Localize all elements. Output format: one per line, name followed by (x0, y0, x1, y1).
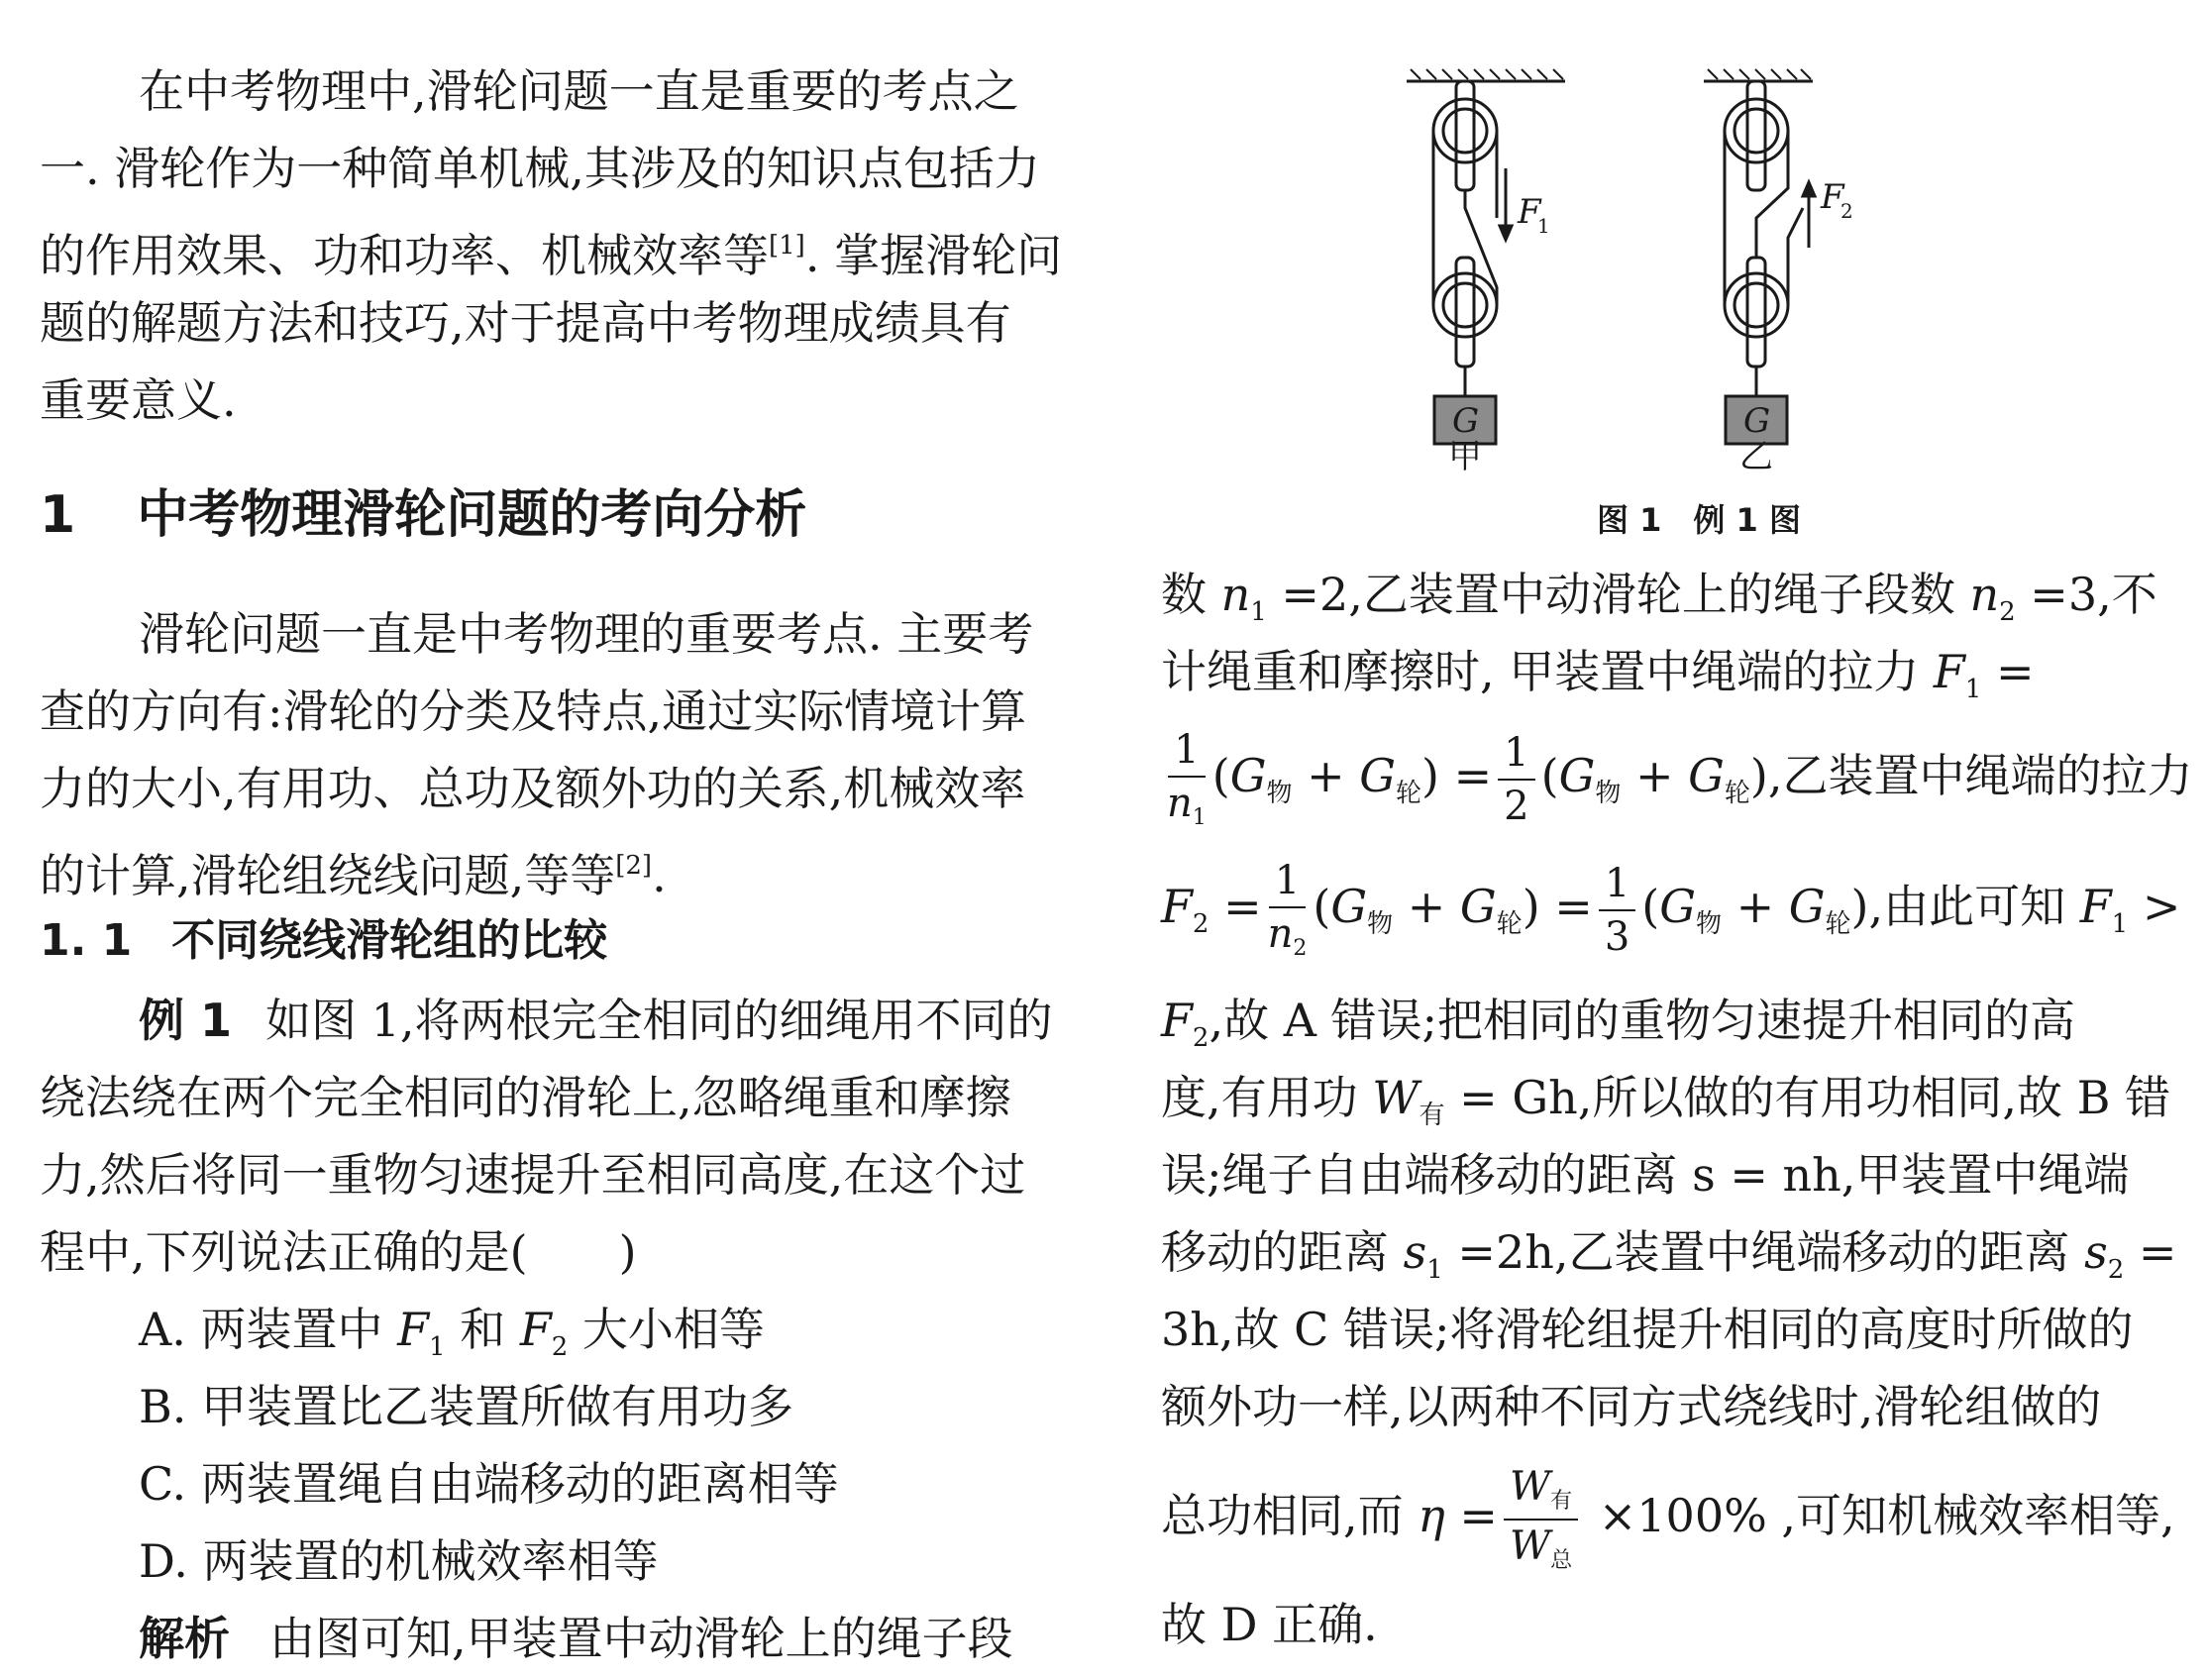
example-label: 例 1 (139, 994, 233, 1047)
right-line-4-formula: $F_2$ = $\frac{1}{n_2}$ $(G_物 + G_轮)$ = $\frac{1}{3}$ $(G_物 + G_轮)$,由此可知 $F_1$ > (1161, 858, 2181, 961)
option-a: A. 两装置中 $F_1$ 和 $F_2$ 大小相等 (139, 1303, 765, 1362)
section-number: 1 (40, 485, 76, 545)
right-line-10: 额外功一样,以两种不同方式绕线时,滑轮组做的 (1161, 1380, 2102, 1433)
fraction-1-over-2: $\frac{1}{2}$ (1498, 733, 1534, 826)
right-line-12: 故 D 正确. (1161, 1598, 1378, 1651)
subsection-title: 不同绕线滑轮组的比较 (171, 915, 608, 966)
section-title: 中考物理滑轮问题的考向分析 (137, 485, 807, 545)
right-line-5: $F_2$,故 A 错误;把相同的重物匀速提升相同的高 (1161, 994, 2076, 1053)
intro-line-4: 题的解题方法和技巧,对于提高中考物理成绩具有 (40, 296, 1011, 350)
right-line-9: 3h,故 C 错误;将滑轮组提升相同的高度时所做的 (1161, 1303, 2134, 1356)
f2-label: F (1821, 177, 1844, 217)
example-line-1: 例 1 如图 1,将两根完全相同的细绳用不同的 (139, 994, 1053, 1047)
option-d: D. 两装置的机械效率相等 (139, 1534, 659, 1588)
para2-line-1: 滑轮问题一直是中考物理的重要考点. 主要考 (139, 607, 1034, 661)
right-line-1: 数 $n_1 =2$,乙装置中动滑轮上的绳子段数 $n_2 =3$,不 (1161, 568, 2157, 627)
option-b: B. 甲装置比乙装置所做有用功多 (139, 1380, 794, 1433)
example-line-4: 程中,下列说法正确的是( ) (40, 1225, 637, 1279)
label-jia: 甲 (1448, 437, 1482, 475)
right-line-3-formula: $\frac{1}{n_1}$ $(G_物 + G_轮)$ = $\frac{1}{2}$ $(G_物 + G_轮)$,乙装置中绳端的拉力 (1167, 727, 2193, 830)
para2-line-3: 力的大小,有用功、总功及额外功的关系,机械效率 (40, 762, 1026, 815)
intro-line-5: 重要意义. (40, 373, 237, 427)
intro-line-1: 在中考物理中,滑轮问题一直是重要的考点之 (139, 64, 1019, 118)
citation-ref: [1] (769, 231, 805, 261)
para2-line-4: 的计算,滑轮组绕线问题,等等[2]. (40, 849, 667, 902)
example-line-2: 绕法绕在两个完全相同的滑轮上,忽略绳重和摩擦 (40, 1071, 1011, 1124)
section-heading (40, 485, 806, 545)
f1-label: F (1518, 192, 1541, 232)
right-line-6: 度,有用功 $W_有 = Gh$,所以做的有用功相同,故 B 错 (1161, 1071, 2170, 1130)
analysis-label: 解析 (139, 1612, 230, 1665)
ceiling-hatch-yi (1708, 69, 1811, 79)
analysis-line-1: 解析 由图可知,甲装置中动滑轮上的绳子段 (139, 1612, 1013, 1665)
right-line-7: 误;绳子自由端移动的距离 s = nh,甲装置中绳端 (1161, 1148, 2130, 1202)
fraction-1-over-n1: $\frac{1}{n_1}$ (1167, 727, 1207, 830)
fraction-1-over-3: $\frac{1}{3}$ (1599, 864, 1635, 957)
right-line-11-formula: 总功相同,而 η = $\frac{W_有}{W_总}$ ×100% ,可知机械效率相等, (1161, 1464, 2175, 1573)
figure-caption: 图 1 例 1 图 (1597, 501, 1801, 539)
example-line-3: 力,然后将同一重物匀速提升至相同高度,在这个过 (40, 1148, 1026, 1202)
f2-subscript: 2 (1840, 199, 1853, 223)
ceiling-hatch-jia (1411, 69, 1563, 79)
fraction-efficiency: $\frac{W_有}{W_总}$ (1504, 1467, 1578, 1572)
pulley-figure (1377, 59, 1892, 475)
rope-yi-free (1788, 208, 1803, 305)
weight-label-jia: G (1452, 401, 1480, 441)
right-line-8: 移动的距离 $s_1 =2h$,乙装置中绳端移动的距离 $s_2$ = (1161, 1225, 2177, 1285)
label-yi: 乙 (1739, 437, 1773, 475)
para2-line-2: 查的方向有:滑轮的分类及特点,通过实际情境计算 (40, 684, 1027, 738)
intro-line-3: 的作用效果、功和功率、机械效率等[1]. 掌握滑轮问 (40, 229, 1063, 282)
weight-label-yi: G (1743, 401, 1771, 441)
fraction-1-over-n2: $\frac{1}{n_2}$ (1267, 858, 1308, 961)
subsection-number: 1. 1 (40, 915, 133, 966)
f1-subscript: 1 (1537, 214, 1550, 238)
option-c: C. 两装置绳自由端移动的距离相等 (139, 1457, 839, 1511)
citation-ref: [2] (615, 851, 653, 881)
subsection-heading (40, 911, 607, 971)
intro-line-2: 一. 滑轮作为一种简单机械,其涉及的知识点包括力 (40, 142, 1040, 195)
right-line-2: 计绳重和摩擦时, 甲装置中绳端的拉力 $F_1$ = (1161, 645, 2035, 704)
